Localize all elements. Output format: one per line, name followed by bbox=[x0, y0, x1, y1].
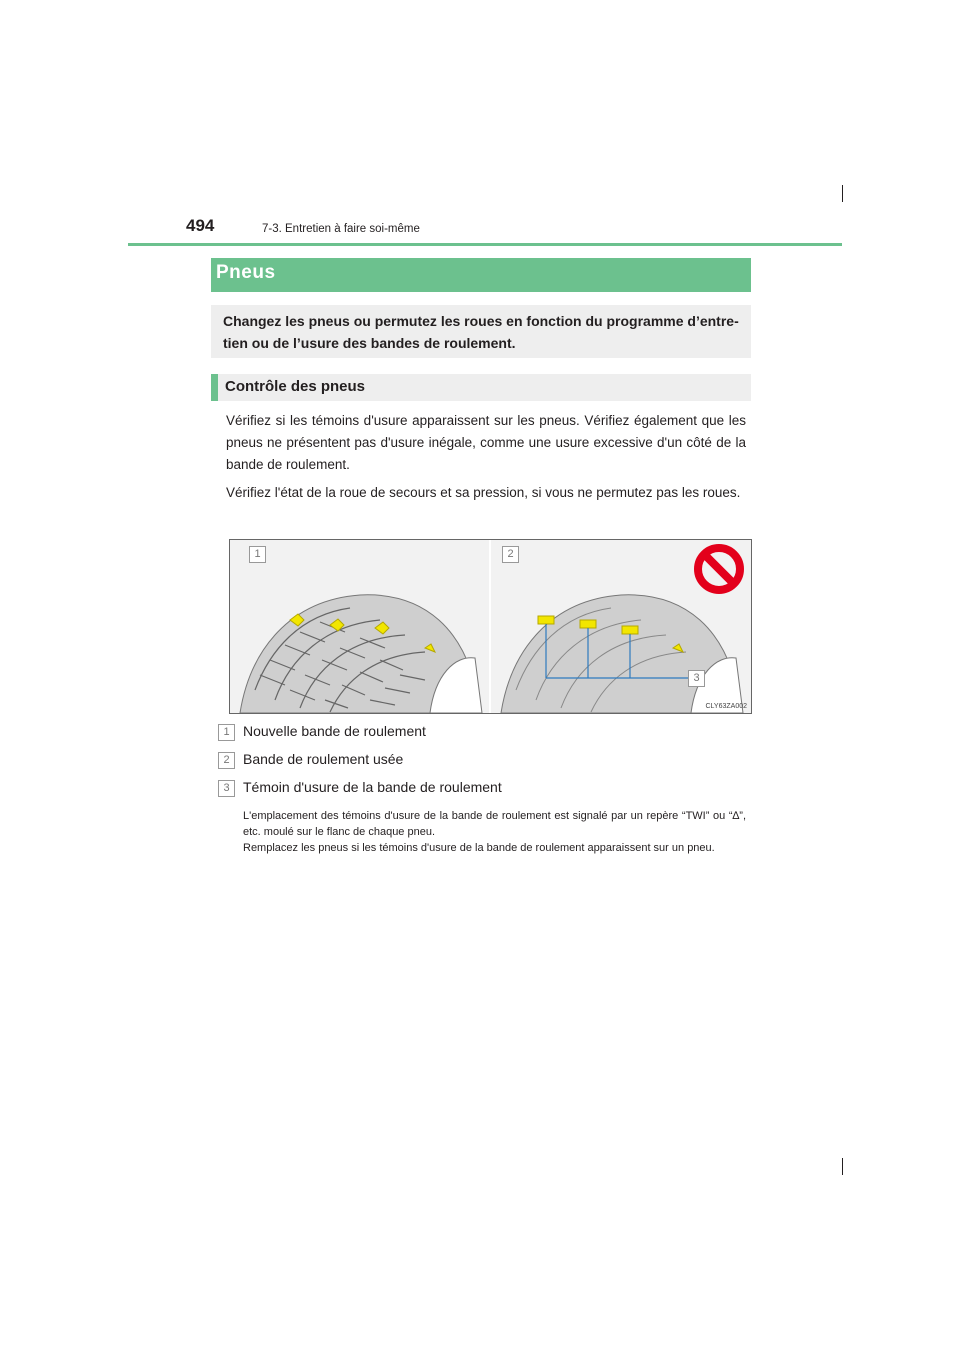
legend-text-3: Témoin d'usure de la bande de roulement bbox=[243, 779, 502, 795]
legend-num-3: 3 bbox=[218, 780, 235, 797]
legend-text-1: Nouvelle bande de roulement bbox=[243, 723, 426, 739]
figure-label-3: 3 bbox=[688, 670, 705, 687]
figure-label-2: 2 bbox=[502, 546, 519, 563]
page-title: Pneus bbox=[216, 262, 276, 283]
title-bar bbox=[211, 258, 751, 292]
header-rule bbox=[128, 243, 842, 246]
figure-label-1: 1 bbox=[249, 546, 266, 563]
legend-num-1: 1 bbox=[218, 724, 235, 741]
subsection-accent bbox=[211, 374, 218, 401]
section-title: 7-3. Entretien à faire soi-même bbox=[262, 223, 420, 235]
paragraph: Vérifiez l'état de la roue de secours et sa pression, si vous ne permutez pas les roues. bbox=[226, 485, 741, 500]
crop-mark-bottom bbox=[842, 1158, 843, 1175]
legend-text-2: Bande de roulement usée bbox=[243, 751, 404, 767]
tire-illustration bbox=[229, 539, 752, 714]
paragraph: Vérifiez si les témoins d'usure apparaissent sur les pneus. Vérifiez également que les pneus ne présentent pas d'usure inégale, comme une usure excessive d'un côté de la bande de roulement. bbox=[226, 413, 746, 472]
intro-text: Changez les pneus ou permutez les roues en fonction du programme d’entre-tien ou de l’usure des bandes de roulement. bbox=[223, 313, 739, 351]
figure-code: CLY63ZA002 bbox=[705, 703, 747, 710]
subsection-title: Contrôle des pneus bbox=[225, 378, 366, 395]
page-number: 494 bbox=[186, 216, 215, 235]
note-text: Remplacez les pneus si les témoins d'usure de la bande de roulement apparaissent sur un pneu. bbox=[243, 842, 715, 854]
legend-num-2: 2 bbox=[218, 752, 235, 769]
note-text: L'emplacement des témoins d'usure de la bande de roulement est signalé par un repère “TWI” ou “∆”, etc. moulé sur le flanc de chaque pneu. bbox=[243, 810, 746, 838]
tire-drawing bbox=[230, 540, 751, 713]
crop-mark-top bbox=[842, 185, 843, 202]
